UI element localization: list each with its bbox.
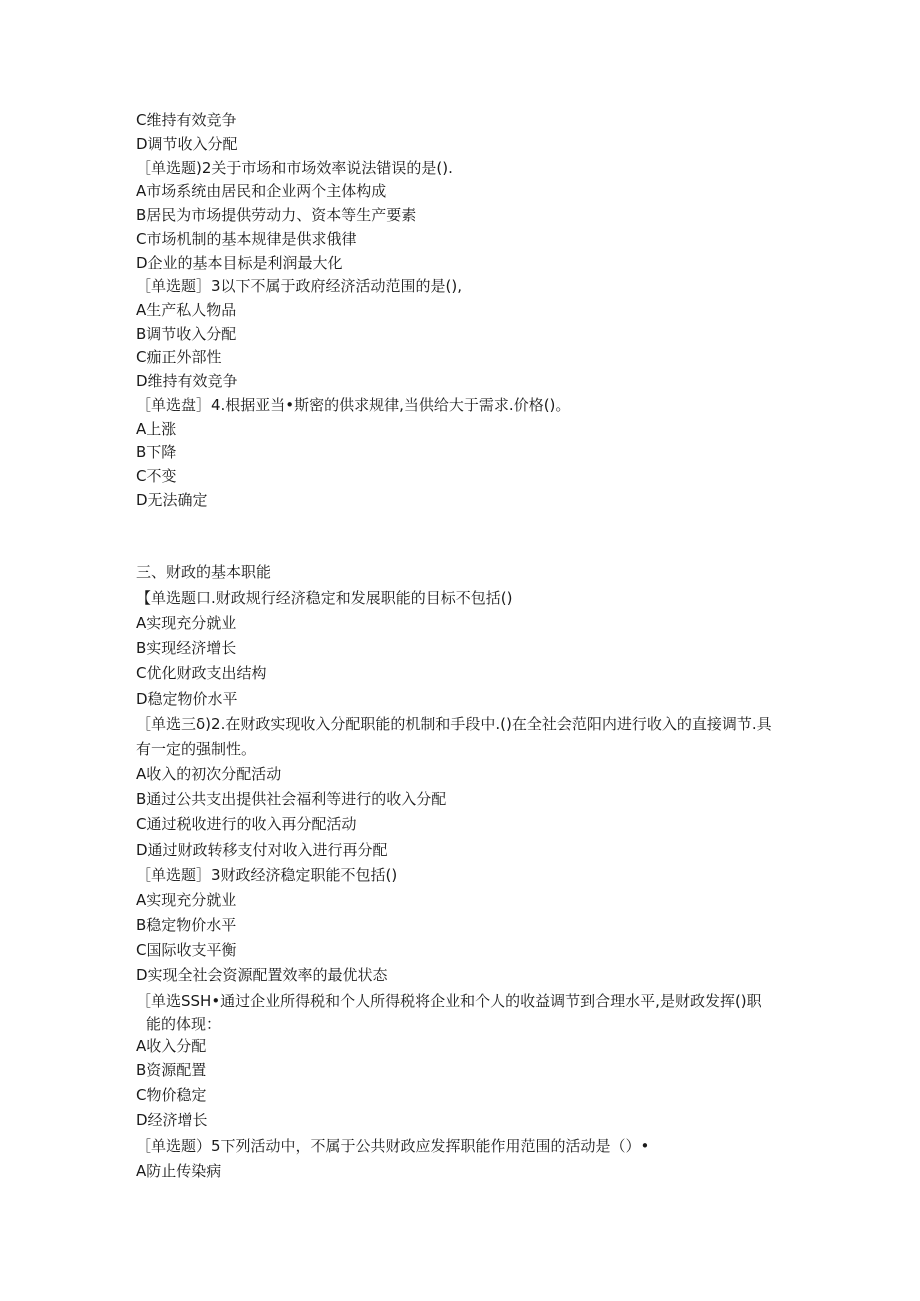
option-c: C国际收支平衡 (136, 941, 237, 959)
option-c: C维持有效竞争 (136, 111, 237, 129)
section-heading: 三、财政的基本职能 (136, 563, 272, 581)
option-a: A生产私人物品 (136, 301, 237, 319)
option-a: A上涨 (136, 420, 177, 438)
option-d: D稳定物价水平 (136, 690, 238, 708)
option-c: C市场机制的基本规律是供求俄律 (136, 230, 357, 248)
option-d: D经济增长 (136, 1111, 208, 1129)
option-b: B资源配置 (136, 1061, 207, 1079)
question-2: ［单选三δ)2.在财政实现收入分配职能的机制和手段中.()在全社会范阳内进行收入的直接调节.具 (136, 715, 772, 733)
option-d: D无法确定 (136, 491, 208, 509)
option-c: C物价稳定 (136, 1086, 207, 1104)
question-4: ［单选SSH•通过企业所得税和个人所得税将企业和个人的收益调节到合理水平,是财政发挥()职 (136, 992, 762, 1010)
option-c: C优化财政支出结构 (136, 664, 267, 682)
option-b: B居民为市场提供劳动力、资本等生产要素 (136, 206, 417, 224)
question-1: 【单选题口.财政规行经济稳定和发展职能的目标不包括() (136, 589, 513, 607)
option-d: D调节收入分配 (136, 135, 238, 153)
option-c: C通过税收进行的收入再分配活动 (136, 815, 357, 833)
option-a: A收入的初次分配活动 (136, 765, 282, 783)
question-2-continued: 有一定的强制性。 (136, 740, 257, 758)
option-a: A市场系统由居民和企业两个主体构成 (136, 182, 387, 200)
question-3: ［单选题］3以下不属于政府经济活动范围的是(), (136, 277, 463, 295)
option-d: D维持有效竞争 (136, 372, 238, 390)
option-a: A实现充分就业 (136, 614, 237, 632)
question-4: ［单选盘］4.根据亚当•斯密的供求规律,当供给大于需求.价格()。 (136, 396, 571, 414)
question-4-continued: 能的体现： (146, 1015, 222, 1033)
option-b: B实现经济增长 (136, 639, 237, 657)
question-3: ［单选题］3财政经济稳定职能不包括() (136, 866, 398, 884)
question-2: ［单选题)2关于市场和市场效率说法错误的是(). (136, 159, 453, 177)
option-a: A收入分配 (136, 1037, 207, 1055)
option-d: D企业的基本目标是利润最大化 (136, 254, 343, 272)
option-b: B稳定物价水平 (136, 916, 237, 934)
option-c: C不变 (136, 467, 177, 485)
option-d: D通过财政转移支付对收入进行再分配 (136, 841, 388, 859)
option-b: B下降 (136, 443, 177, 461)
option-d: D实现全社会资源配置效率的最优状态 (136, 966, 388, 984)
option-b: B调节收入分配 (136, 325, 237, 343)
option-a: A实现充分就业 (136, 891, 237, 909)
option-a: A防止传染病 (136, 1162, 222, 1180)
option-c: C痂正外部性 (136, 348, 222, 366)
question-5: ［单选题）5下列活动中，不属于公共财政应发挥职能作用范围的活动是（）• (136, 1137, 650, 1155)
option-b: B通过公共支出提供社会福利等进行的收入分配 (136, 790, 447, 808)
